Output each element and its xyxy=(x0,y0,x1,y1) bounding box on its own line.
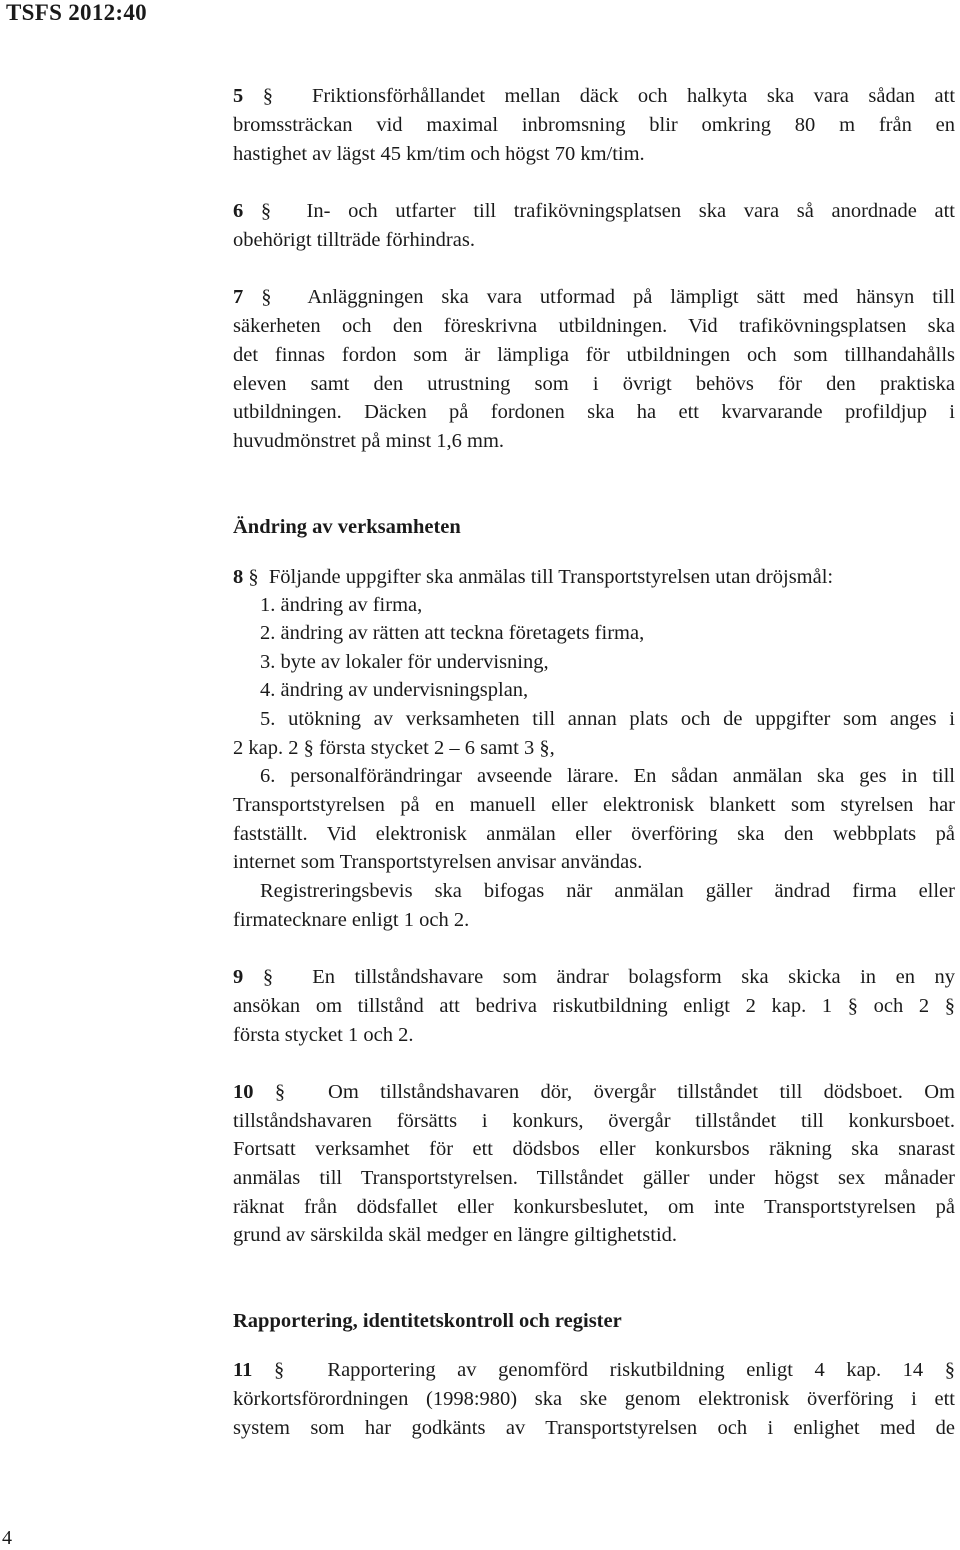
paragraph-number: 11 xyxy=(233,1359,253,1381)
section-symbol: § xyxy=(539,737,550,759)
paragraph-10-line: anmälas till Transportstyrelsen. Tillståndet gäller under högst sex månader xyxy=(233,1167,955,1189)
section-symbol: § xyxy=(303,737,314,759)
paragraph-number: 9 xyxy=(233,966,244,988)
list-item: 4. ändring av undervisningsplan, xyxy=(260,679,529,701)
paragraph-6-line: obehörigt tillträde förhindras. xyxy=(233,229,475,251)
section-symbol: § xyxy=(261,286,272,308)
list-item: 5. utökning av verksamheten till annan plats och de uppgifter som anges i xyxy=(260,708,955,730)
paragraph-9-line: första stycket 1 och 2. xyxy=(233,1024,414,1046)
paragraph-8-line: firmatecknare enligt 1 och 2. xyxy=(233,909,470,931)
list-item: 6. personalförändringar avseende lärare. En sådan anmälan ska ges in till xyxy=(260,765,955,787)
paragraph-7-line: eleven samt den utrustning som i övrigt behövs för den praktiska xyxy=(233,373,955,395)
list-item: 2. ändring av rätten att teckna företagets firma, xyxy=(260,622,645,644)
paragraph-number: 8 xyxy=(233,566,244,588)
paragraph-8-line: Registreringsbevis ska bifogas när anmälan gäller ändrad firma eller xyxy=(260,880,955,902)
paragraph-number: 10 xyxy=(233,1081,254,1103)
paragraph-10-line: Fortsatt verksamhet för ett dödsbos eller konkursbos räkning ska snarast xyxy=(233,1138,955,1160)
paragraph-7-line: säkerheten och den föreskrivna utbildningen. Vid trafikövningsplatsen ska xyxy=(233,315,955,337)
paragraph-10-line: räknat från dödsfallet eller konkursbeslutet, om inte Transportstyrelsen på xyxy=(233,1196,955,1218)
section-symbol: § xyxy=(262,966,274,988)
paragraph-5-line: 5 § Friktionsförhållandet mellan däck och halkyta ska vara sådan att xyxy=(233,85,956,107)
section-symbol: § xyxy=(944,995,956,1017)
page-number: 4 xyxy=(2,1527,12,1549)
paragraph-11-line: 11 § Rapportering av genomförd riskutbildning enligt 4 kap. 14 § xyxy=(233,1359,956,1381)
paragraph-number: 5 xyxy=(233,85,244,107)
paragraph-7-line: det finnas fordon som är lämpliga för utbildningen och som tillhandahålls xyxy=(233,344,955,366)
paragraph-6-line: 6 § In- och utfarter till trafikövningsplatsen ska vara så anordnade att xyxy=(233,200,956,222)
paragraph-10-line: grund av särskilda skäl medger en längre giltighetstid. xyxy=(233,1224,678,1246)
paragraph-9-line: 9 § En tillståndshavare som ändrar bolagsform ska skicka in en ny xyxy=(233,966,956,988)
section-symbol: § xyxy=(248,566,259,588)
paragraph-7-line: 7 § Anläggningen ska vara utformad på lämpligt sätt med hänsyn till xyxy=(233,286,956,308)
document-header: TSFS 2012:40 xyxy=(6,0,147,25)
paragraph-5-line: hastighet av lägst 45 km/tim och högst 70 km/tim. xyxy=(233,143,645,165)
list-item: 3. byte av lokaler för undervisning, xyxy=(260,651,549,673)
section-symbol: § xyxy=(274,1081,286,1103)
paragraph-7-line: huvudmönstret på minst 1,6 mm. xyxy=(233,430,505,452)
section-symbol: § xyxy=(273,1359,285,1381)
paragraph-8-line: fastställt. Vid elektronisk anmälan eller överföring ska den webbplats på xyxy=(233,823,955,845)
list-item: 1. ändring av firma, xyxy=(260,594,423,616)
paragraph-7-line: utbildningen. Däcken på fordonen ska ha ett kvarvarande profildjup i xyxy=(233,401,955,423)
section-heading: Rapportering, identitetskontroll och register xyxy=(233,1310,622,1332)
paragraph-10-line: 10 § Om tillståndshavaren dör, övergår tillståndet till dödsboet. Om xyxy=(233,1081,956,1103)
paragraph-9-line: ansökan om tillstånd att bedriva riskutbildning enligt 2 kap. 1 § och 2 § xyxy=(233,995,956,1017)
paragraph-8-line: Transportstyrelsen på en manuell eller elektronisk blankett som styrelsen har xyxy=(233,794,955,816)
paragraph-8-intro: 8 § Följande uppgifter ska anmälas till Transportstyrelsen utan dröjsmål: xyxy=(233,566,834,588)
section-heading: Ändring av verksamheten xyxy=(233,516,461,538)
paragraph-8-line: internet som Transportstyrelsen anvisar användas. xyxy=(233,851,643,873)
list-item-continuation: 2 kap. 2 § första stycket 2 – 6 samt 3 §, xyxy=(233,737,555,759)
section-symbol: § xyxy=(847,995,858,1017)
paragraph-number: 6 xyxy=(233,200,244,222)
paragraph-11-line: körkortsförordningen (1998:980) ska ske genom elektronisk överföring i ett xyxy=(233,1388,955,1410)
section-symbol: § xyxy=(262,85,273,107)
paragraph-5-line: bromssträckan vid maximal inbromsning blir omkring 80 m från en xyxy=(233,114,955,136)
paragraph-number: 7 xyxy=(233,286,244,308)
section-symbol: § xyxy=(260,200,272,222)
section-symbol: § xyxy=(944,1359,956,1381)
paragraph-11-line: system som har godkänts av Transportstyrelsen och i enlighet med de xyxy=(233,1417,955,1439)
paragraph-10-line: tillståndshavaren försätts i konkurs, övergår tillståndet till konkursboet. xyxy=(233,1110,955,1132)
